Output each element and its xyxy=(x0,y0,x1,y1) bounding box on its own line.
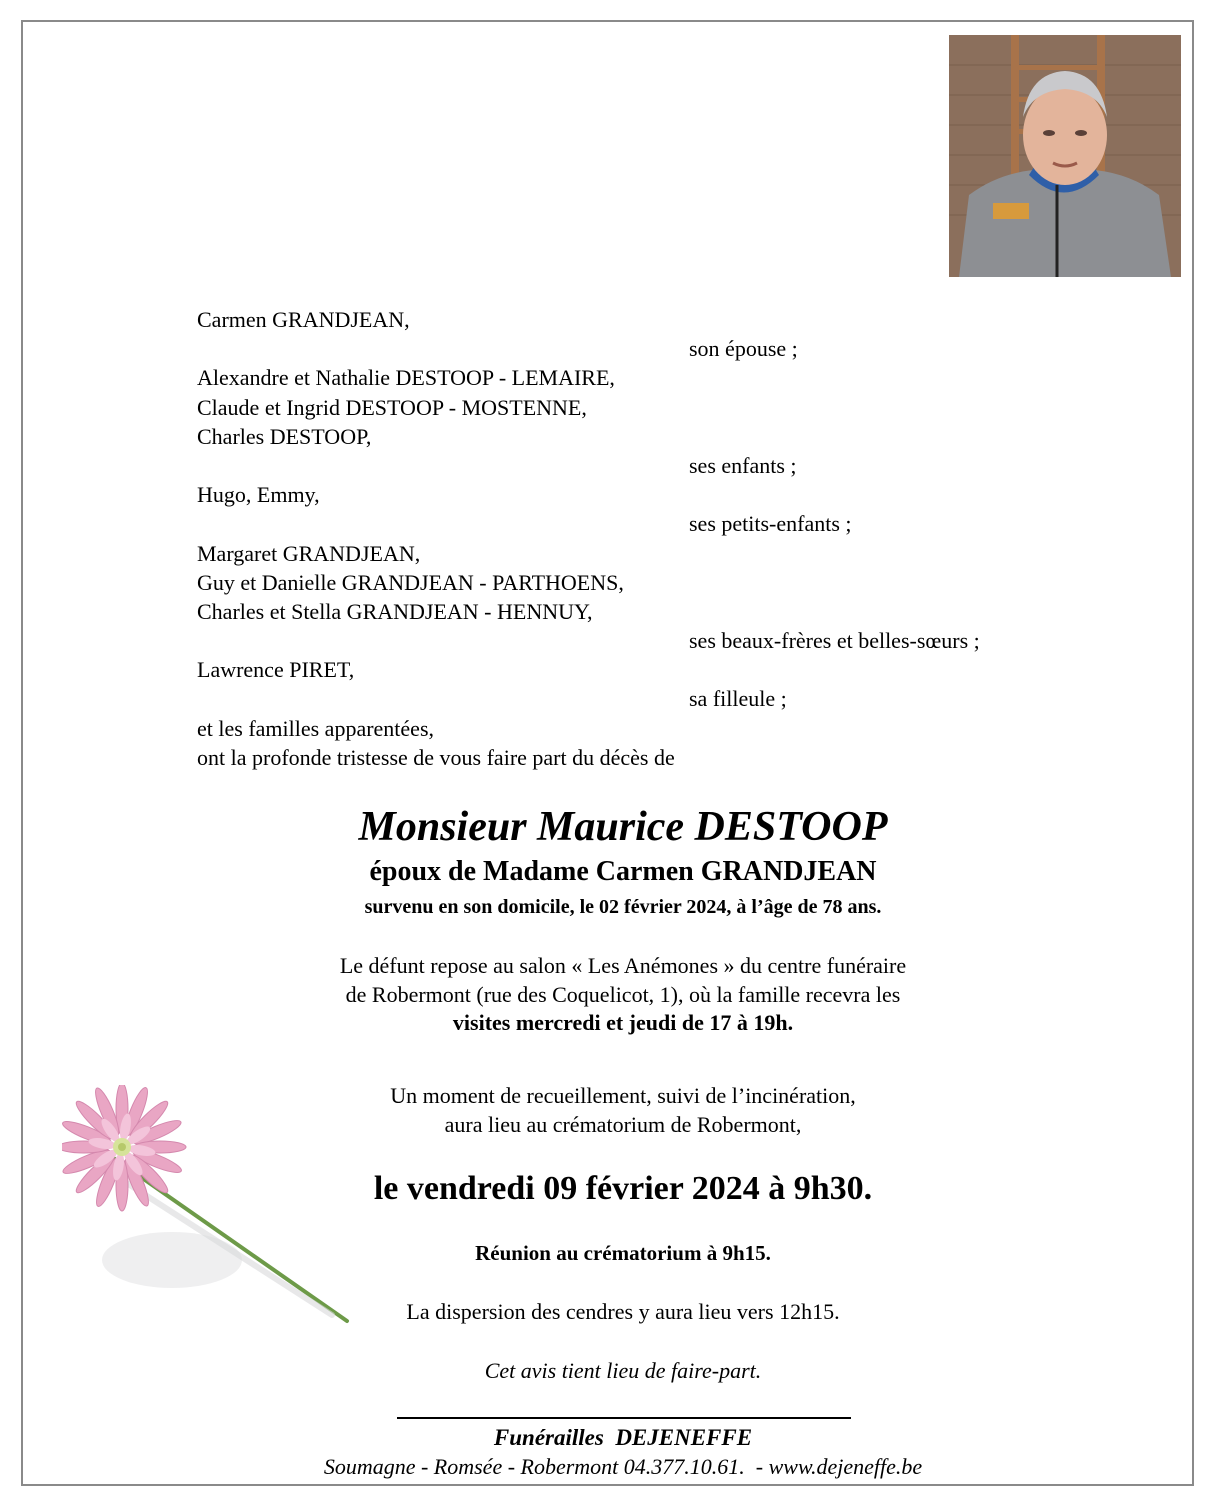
repose-visits: visites mercredi et jeudi de 17 à 19h. xyxy=(452,1010,794,1035)
family-member: Charles et Stella GRANDJEAN - HENNUY, xyxy=(197,598,593,624)
death-line: survenu en son domicile, le 02 février 2024, à l’âge de 78 ans. xyxy=(364,896,882,918)
repose-paragraph xyxy=(120,952,1126,1038)
family-member: Margaret GRANDJEAN, xyxy=(197,540,421,566)
family-member: Charles DESTOOP, xyxy=(197,423,372,449)
family-member: Hugo, Emmy, xyxy=(197,482,320,508)
family-member: Claude et Ingrid DESTOOP - MOSTENNE, xyxy=(197,394,587,420)
reunion-line: Réunion au crématorium à 9h15. xyxy=(475,1241,771,1265)
deceased-name: Monsieur Maurice DESTOOP xyxy=(358,804,888,850)
signature-rule xyxy=(397,1417,851,1419)
spouse-line: époux de Madame Carmen GRANDJEAN xyxy=(369,856,877,887)
family-member: Lawrence PIRET, xyxy=(197,657,355,683)
flower-illustration xyxy=(62,1085,362,1345)
family-relation: ses petits-enfants ; xyxy=(689,511,852,537)
family-member: Alexandre et Nathalie DESTOOP - LEMAIRE, xyxy=(197,365,615,391)
family-member: Carmen GRANDJEAN, xyxy=(197,307,410,332)
family-relation: sa filleule ; xyxy=(689,686,787,712)
funeral-home-contact: Soumagne - Romsée - Robermont 04.377.10.61. - www.dejeneffe.be xyxy=(323,1454,923,1479)
family-relation: son épouse ; xyxy=(689,336,798,362)
ceremony-date: le vendredi 09 février 2024 à 9h30. xyxy=(373,1170,873,1207)
repose-line-2: de Robermont (rue des Coquelicot, 1), où la famille recevra les xyxy=(345,981,901,1007)
ceremony-line-1: Un moment de recueillement, suivi de l’incinération, xyxy=(390,1083,856,1108)
family-relation: ses enfants ; xyxy=(689,452,797,478)
family-member: ont la profonde tristesse de vous faire part du décès de xyxy=(197,744,675,770)
family-member: Guy et Danielle GRANDJEAN - PARTHOENS, xyxy=(197,569,624,595)
notice-line: Cet avis tient lieu de faire-part. xyxy=(484,1358,762,1383)
family-relation: ses beaux-frères et belles-sœurs ; xyxy=(689,628,980,654)
family-member: et les familles apparentées, xyxy=(197,715,435,741)
deceased-photo xyxy=(949,35,1181,277)
ceremony-line-2: aura lieu au crématorium de Robermont, xyxy=(444,1111,802,1137)
repose-line-1: Le défunt repose au salon « Les Anémones » du centre funéraire xyxy=(339,953,907,978)
family-list xyxy=(197,305,1097,772)
funeral-home-name: Funérailles DEJENEFFE xyxy=(493,1425,753,1450)
dispersion-line: La dispersion des cendres y aura lieu vers 12h15. xyxy=(406,1299,840,1324)
